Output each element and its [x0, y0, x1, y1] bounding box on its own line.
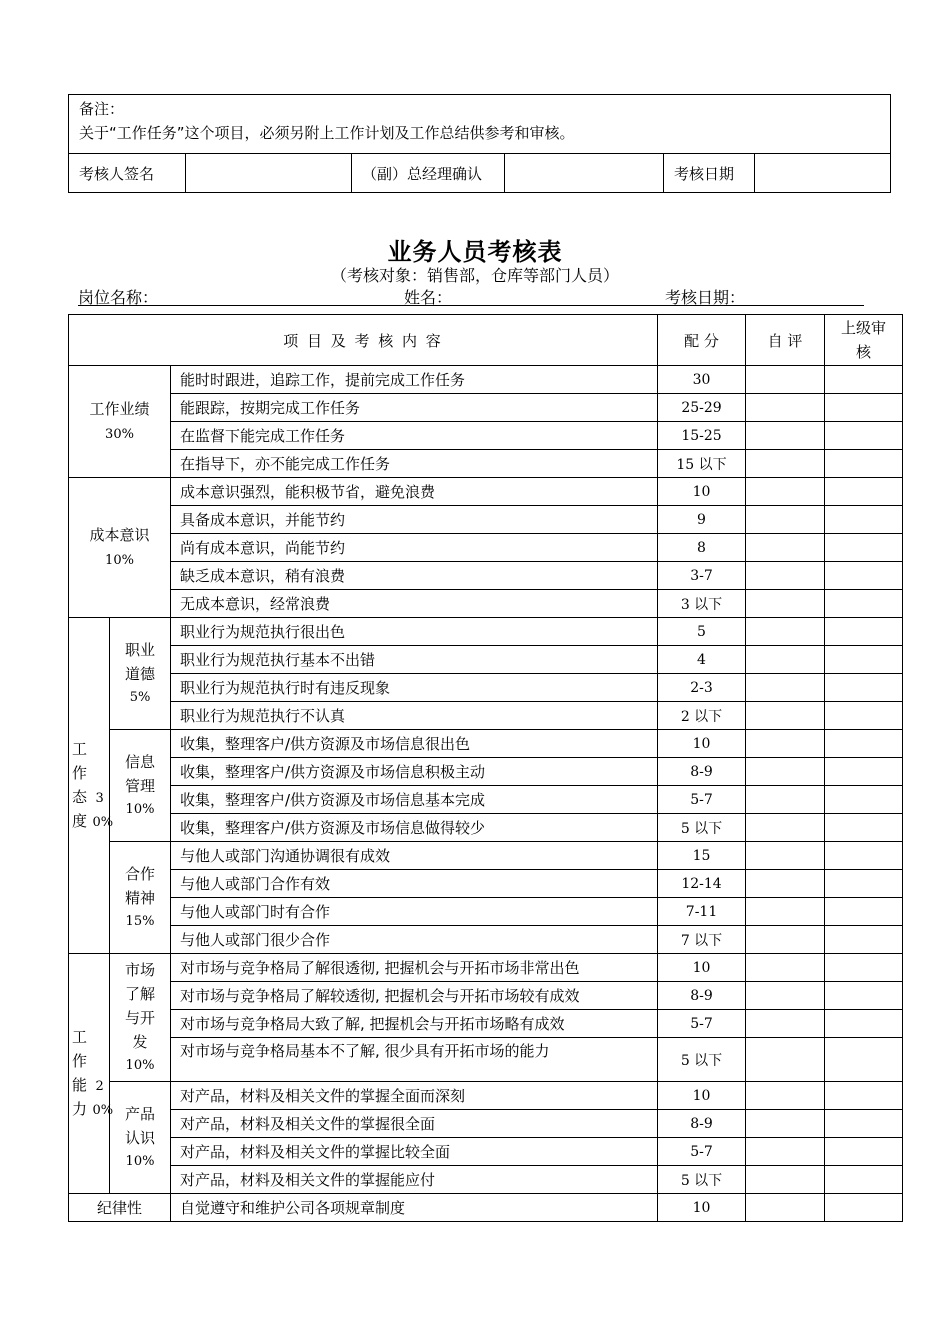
table-row: 与他人或部门很少合作 7 以下 — [69, 926, 903, 954]
self-score-cell[interactable] — [746, 758, 825, 786]
superior-score-cell[interactable] — [825, 534, 903, 562]
superior-score-cell[interactable] — [825, 562, 903, 590]
table-row: 职业行为规范执行不认真 2 以下 — [69, 702, 903, 730]
superior-score-cell[interactable] — [825, 982, 903, 1010]
table-row: 无成本意识，经常浪费 3 以下 — [69, 590, 903, 618]
table-row: 在监督下能完成工作任务 15-25 — [69, 422, 903, 450]
header-content: 项 目 及 考 核 内 容 — [69, 315, 658, 366]
date-label: 考核日期： — [665, 288, 746, 307]
self-score-cell[interactable] — [746, 1166, 825, 1194]
table-row: 对产品，材料及相关文件的掌握能应付 5 以下 — [69, 1166, 903, 1194]
self-score-cell[interactable] — [746, 982, 825, 1010]
self-score-cell[interactable] — [746, 674, 825, 702]
remark-signature-table — [68, 94, 891, 193]
table-row: 与他人或部门时有合作 7-11 — [69, 898, 903, 926]
superior-score-cell[interactable] — [825, 478, 903, 506]
header-superior: 上级审核 — [825, 315, 903, 366]
self-score-cell[interactable] — [746, 702, 825, 730]
form-title: 业务人员考核表 — [387, 238, 563, 266]
superior-score-cell[interactable] — [825, 870, 903, 898]
table-row: 工作能力 20% 市场了解与开发 10% 对市场与竞争格局了解很透彻, 把握机会与开拓市场非常出色 10 — [69, 954, 903, 982]
gm-confirm-field[interactable] — [505, 154, 664, 193]
subcategory-information-management: 信息管理 10% — [110, 730, 171, 842]
table-row: 与他人或部门合作有效 12-14 — [69, 870, 903, 898]
superior-score-cell[interactable] — [825, 702, 903, 730]
position-label: 岗位名称： — [78, 288, 159, 307]
table-row: 对产品，材料及相关文件的掌握比较全面 5-7 — [69, 1138, 903, 1166]
self-score-cell[interactable] — [746, 646, 825, 674]
superior-score-cell[interactable] — [825, 1110, 903, 1138]
form-info-line — [78, 285, 864, 306]
table-row: 工作态度 30% 职业道德 5% 职业行为规范执行很出色 5 — [69, 618, 903, 646]
superior-score-cell[interactable] — [825, 506, 903, 534]
self-score-cell[interactable] — [746, 730, 825, 758]
form-subtitle: （考核对象：销售部，仓库等部门人员） — [330, 266, 619, 285]
table-row: 纪律性 自觉遵守和维护公司各项规章制度 10 — [69, 1194, 903, 1222]
superior-score-cell[interactable] — [825, 1038, 903, 1082]
table-row: 对产品，材料及相关文件的掌握很全面 8-9 — [69, 1110, 903, 1138]
subcategory-market-development: 市场了解与开发 10% — [110, 954, 171, 1082]
self-score-cell[interactable] — [746, 1082, 825, 1110]
superior-score-cell[interactable] — [825, 1138, 903, 1166]
self-score-cell[interactable] — [746, 786, 825, 814]
reviewer-sign-field[interactable] — [186, 154, 352, 193]
remark-text: 关于“工作任务”这个项目，必须另附上工作计划及工作总结供参考和审核。 — [79, 124, 575, 142]
superior-score-cell[interactable] — [825, 758, 903, 786]
evaluation-table — [68, 314, 903, 1222]
superior-score-cell[interactable] — [825, 786, 903, 814]
table-row: 缺乏成本意识，稍有浪费 3-7 — [69, 562, 903, 590]
self-score-cell[interactable] — [746, 1138, 825, 1166]
self-score-cell[interactable] — [746, 394, 825, 422]
table-row: 对市场与竞争格局大致了解, 把握机会与开拓市场略有成效 5-7 — [69, 1010, 903, 1038]
remark-cell — [69, 95, 891, 154]
self-score-cell[interactable] — [746, 870, 825, 898]
table-row: 职业行为规范执行时有违反现象 2-3 — [69, 674, 903, 702]
name-label: 姓名： — [404, 288, 453, 307]
table-row: 收集，整理客户/供方资源及市场信息做得较少 5 以下 — [69, 814, 903, 842]
superior-score-cell[interactable] — [825, 814, 903, 842]
superior-score-cell[interactable] — [825, 954, 903, 982]
header-row — [69, 315, 903, 366]
header-score: 配 分 — [658, 315, 746, 366]
superior-score-cell[interactable] — [825, 618, 903, 646]
superior-score-cell[interactable] — [825, 1082, 903, 1110]
superior-score-cell[interactable] — [825, 394, 903, 422]
self-score-cell[interactable] — [746, 506, 825, 534]
review-date-field[interactable] — [755, 154, 891, 193]
self-score-cell[interactable] — [746, 618, 825, 646]
table-row: 对市场与竞争格局基本不了解, 很少具有开拓市场的能力 5 以下 — [69, 1038, 903, 1082]
table-row: 成本意识 10% 成本意识强烈，能积极节省，避免浪费 10 — [69, 478, 903, 506]
self-score-cell[interactable] — [746, 1194, 825, 1222]
superior-score-cell[interactable] — [825, 1194, 903, 1222]
self-score-cell[interactable] — [746, 926, 825, 954]
table-row: 合作精神 15% 与他人或部门沟通协调很有成效 15 — [69, 842, 903, 870]
gm-confirm-label: （副）总经理确认 — [352, 154, 505, 193]
category-cost-awareness: 成本意识 10% — [69, 478, 171, 618]
self-score-cell[interactable] — [746, 478, 825, 506]
superior-score-cell[interactable] — [825, 646, 903, 674]
superior-score-cell[interactable] — [825, 590, 903, 618]
category-discipline: 纪律性 — [69, 1194, 171, 1222]
self-score-cell[interactable] — [746, 1010, 825, 1038]
superior-score-cell[interactable] — [825, 842, 903, 870]
self-score-cell[interactable] — [746, 450, 825, 478]
category-work-ability: 工作能力 20% — [69, 954, 110, 1194]
superior-score-cell[interactable] — [825, 366, 903, 394]
superior-score-cell[interactable] — [825, 422, 903, 450]
superior-score-cell[interactable] — [825, 926, 903, 954]
table-row: 收集，整理客户/供方资源及市场信息基本完成 5-7 — [69, 786, 903, 814]
table-row: 对市场与竞争格局了解较透彻, 把握机会与开拓市场较有成效 8-9 — [69, 982, 903, 1010]
table-row: 尚有成本意识，尚能节约 8 — [69, 534, 903, 562]
self-score-cell[interactable] — [746, 422, 825, 450]
self-score-cell[interactable] — [746, 590, 825, 618]
superior-score-cell[interactable] — [825, 674, 903, 702]
category-work-attitude: 工作态度 30% — [69, 618, 110, 954]
table-row: 工作业绩 30% 能时时跟进，追踪工作，提前完成工作任务 30 — [69, 366, 903, 394]
superior-score-cell[interactable] — [825, 450, 903, 478]
reviewer-sign-label: 考核人签名 — [69, 154, 186, 193]
superior-score-cell[interactable] — [825, 730, 903, 758]
self-score-cell[interactable] — [746, 366, 825, 394]
self-score-cell[interactable] — [746, 898, 825, 926]
superior-score-cell[interactable] — [825, 1166, 903, 1194]
self-score-cell[interactable] — [746, 1110, 825, 1138]
subcategory-professional-ethics: 职业道德 5% — [110, 618, 171, 730]
superior-score-cell[interactable] — [825, 898, 903, 926]
table-row: 产品认识 10% 对产品，材料及相关文件的掌握全面而深刻 10 — [69, 1082, 903, 1110]
self-score-cell[interactable] — [746, 562, 825, 590]
table-row: 能跟踪，按期完成工作任务 25-29 — [69, 394, 903, 422]
remark-label: 备注： — [79, 100, 125, 118]
category-work-performance: 工作业绩 30% — [69, 366, 171, 478]
table-row: 信息管理 10% 收集，整理客户/供方资源及市场信息很出色 10 — [69, 730, 903, 758]
header-self: 自 评 — [746, 315, 825, 366]
table-row: 收集，整理客户/供方资源及市场信息积极主动 8-9 — [69, 758, 903, 786]
table-row: 职业行为规范执行基本不出错 4 — [69, 646, 903, 674]
self-score-cell[interactable] — [746, 814, 825, 842]
subcategory-product-knowledge: 产品认识 10% — [110, 1082, 171, 1194]
superior-score-cell[interactable] — [825, 1010, 903, 1038]
self-score-cell[interactable] — [746, 954, 825, 982]
self-score-cell[interactable] — [746, 534, 825, 562]
table-row: 具备成本意识，并能节约 9 — [69, 506, 903, 534]
subcategory-teamwork: 合作精神 15% — [110, 842, 171, 954]
table-row: 在指导下，亦不能完成工作任务 15 以下 — [69, 450, 903, 478]
self-score-cell[interactable] — [746, 1038, 825, 1082]
review-date-label: 考核日期 — [664, 154, 755, 193]
self-score-cell[interactable] — [746, 842, 825, 870]
